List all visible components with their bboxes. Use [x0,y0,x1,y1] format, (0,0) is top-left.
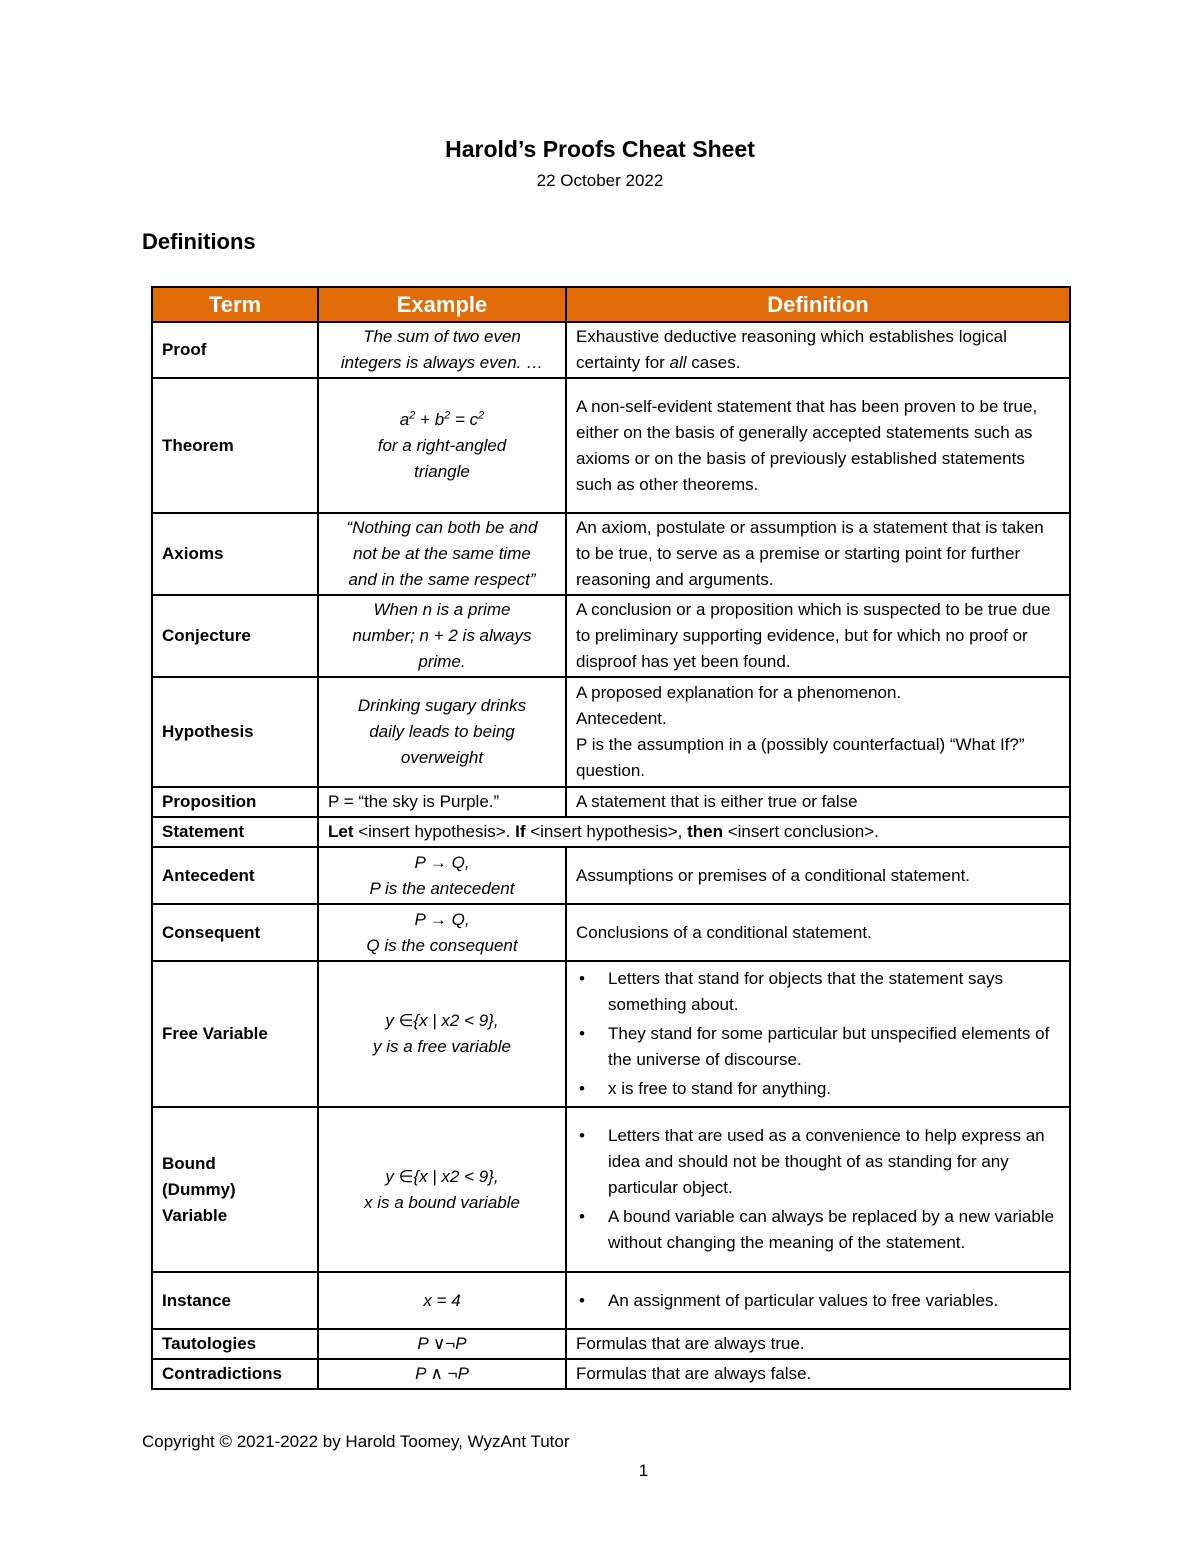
definition-cell [566,322,1070,378]
term-cell: Contradictions [152,1359,318,1389]
example-line: overweight [400,748,484,767]
table-header-row [152,287,1070,322]
example-line: integers is always even. … [340,353,544,372]
definition-cell: A conclusion or a proposition which is suspected to be true due to preliminary supporting evidence, but for which no proof or disproof has yet been found. [566,595,1070,677]
example-line: number; n + 2 is always [352,626,532,645]
column-header-definition: Definition [566,287,1070,322]
example-cell [318,378,566,513]
table-row-instance [152,1272,1070,1329]
term-cell: Free Variable [152,961,318,1107]
page-number: 1 [638,1461,649,1480]
term-cell: Proposition [152,787,318,817]
table-row-axioms [152,513,1070,595]
bullet-item: • Letters that are used as a convenience to help express an idea and should not be thought of as standing for any particular object. [576,1123,1060,1201]
term-cell: Theorem [152,378,318,513]
table-row-bound-variable [152,1107,1070,1272]
example-line: Drinking sugary drinks [357,696,527,715]
example-cell [318,322,566,378]
term-cell: Proof [152,322,318,378]
column-header-term: Term [152,287,318,322]
example-line: P → Q, [414,852,470,872]
example-line: prime. [418,652,466,671]
example-cell: P ∨¬P [318,1329,566,1359]
definition-text: cases. [686,353,741,372]
column-header-example: Example [318,287,566,322]
definitions-table [151,286,1071,1390]
example-line: The sum of two even [363,327,521,346]
term-cell: Axioms [152,513,318,595]
table-row-free-variable [152,961,1070,1107]
pythagorean-formula: $a^2 + b^2 = c^2$ [399,408,485,429]
keyword-if: If [515,822,526,841]
definition-cell: Conclusions of a conditional statement. [566,904,1070,961]
definition-cell: A statement that is either true or false [566,787,1070,817]
example-cell: P ∧ ¬P [318,1359,566,1389]
term-line: (Dummy) [162,1179,236,1199]
table-row-statement [152,817,1070,847]
statement-text: <insert hypothesis>, [525,822,688,841]
definition-cell [566,961,1070,1107]
example-cell [318,961,566,1107]
table-row-proposition [152,787,1070,817]
bullet-item: • x is free to stand for anything. [576,1076,1060,1102]
definition-text: Exhaustive deductive reasoning which establishes logical certainty for [576,327,1007,372]
table-row-consequent [152,904,1070,961]
example-line: y ∈{x | x2 < 9}, [385,1166,499,1186]
term-cell: Antecedent [152,847,318,904]
example-cell [318,513,566,595]
table-row-proof [152,322,1070,378]
table-row-contradictions [152,1359,1070,1389]
example-line: x is a bound variable [364,1192,520,1212]
definition-cell: Assumptions or premises of a conditional statement. [566,847,1070,904]
example-cell [318,1107,566,1272]
table-row-theorem [152,378,1070,513]
definition-emphasis: all [669,353,687,372]
keyword-let: Let [328,822,354,841]
definition-line: P is the assumption in a (possibly counterfactual) “What If?” question. [576,735,1025,780]
example-line: When n is a prime [373,600,511,619]
example-line: y ∈{x | x2 < 9}, [385,1011,499,1030]
keyword-then: then [687,822,723,841]
page-date: 22 October 2022 [536,171,664,190]
term-cell: Tautologies [152,1329,318,1359]
bullet-item: • Letters that stand for objects that the statement says something about. [576,966,1060,1018]
example-line: y is a free variable [373,1037,511,1056]
bullet-list [576,1123,1060,1256]
statement-text: <insert conclusion>. [722,822,879,841]
definition-cell: Formulas that are always true. [566,1329,1070,1359]
definition-cell [566,1107,1070,1272]
definition-cell: An axiom, postulate or assumption is a statement that is taken to be true, to serve as a premise or starting point for further reasoning and arguments. [566,513,1070,595]
definition-cell: A non-self-evident statement that has been proven to be true, either on the basis of generally accepted statements such as axioms or on the basis of previously established statements such as other theorems. [566,378,1070,513]
example-line: daily leads to being [369,722,515,741]
definition-cell [566,677,1070,787]
example-cell [318,677,566,787]
example-line: triangle [414,461,470,481]
example-line: not be at the same time [353,544,531,563]
definition-cell [566,1272,1070,1329]
table-row-antecedent [152,847,1070,904]
term-cell: Statement [152,817,318,847]
bullet-list [576,1288,1060,1314]
section-title: Definitions [142,229,256,254]
term-cell: Hypothesis [152,677,318,787]
example-cell: x = 4 [318,1272,566,1329]
term-cell: Conjecture [152,595,318,677]
statement-text: <insert hypothesis>. [353,822,516,841]
term-cell [152,1107,318,1272]
definition-line: Antecedent. [576,709,667,728]
term-line: Bound [162,1153,216,1173]
statement-template-cell [318,817,1070,847]
bullet-item: • A bound variable can always be replaced by a new variable without changing the meaning of the statement. [576,1204,1060,1256]
definition-line: A proposed explanation for a phenomenon. [576,683,902,702]
term-cell: Consequent [152,904,318,961]
definition-cell: Formulas that are always false. [566,1359,1070,1389]
table-row-conjecture [152,595,1070,677]
example-cell [318,595,566,677]
bullet-list [576,966,1060,1102]
term-line: Variable [162,1205,228,1225]
copyright-footer: Copyright © 2021-2022 by Harold Toomey, WyzAnt Tutor [142,1432,570,1451]
example-cell [318,904,566,961]
bullet-item: • They stand for some particular but unspecified elements of the universe of discourse. [576,1021,1060,1073]
example-line: for a right-angled [377,435,507,455]
term-cell: Instance [152,1272,318,1329]
example-line: P → Q, [414,909,470,929]
example-cell [318,847,566,904]
bullet-item: • An assignment of particular values to free variables. [576,1288,1060,1314]
page-title: Harold’s Proofs Cheat Sheet [445,136,755,162]
table-row-tautologies [152,1329,1070,1359]
table-row-hypothesis [152,677,1070,787]
example-line: “Nothing can both be and [346,518,538,537]
example-line: and in the same respect” [348,570,536,589]
example-cell: P = “the sky is Purple.” [318,787,566,817]
example-line: Q is the consequent [366,935,518,955]
example-line: P is the antecedent [369,878,515,898]
